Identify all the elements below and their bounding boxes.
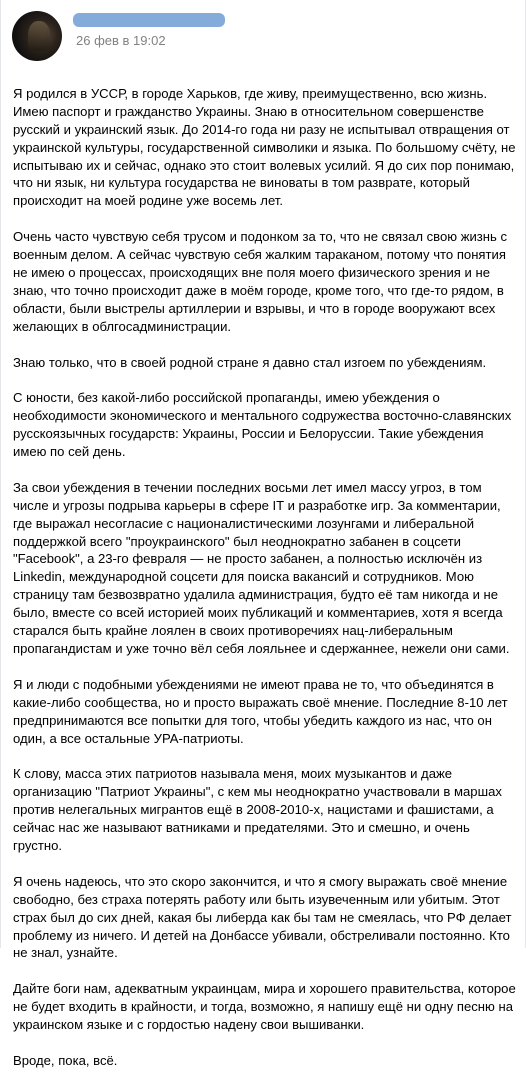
author-name-redacted[interactable] <box>73 13 225 27</box>
post-header <box>1 0 525 64</box>
post-paragraph: За свои убеждения в течении последних восьми лет имел массу угроз, в том числе и угрозы подрыва карьеры в сфере IT и разработке игр. За комментарии, где выражал несогласие с националистическими лозунгами и либеральной поддержкой всего "проукраинского" был неоднократно забанен в соцсети "Facebook", а 23-го февраля — не просто забанен, а полностью исключён из Linkedin, международной соцсети для поиска вакансий и сотрудников. Мою страницу там безвозвратно удалила администрация, будто её там никогда и не было, вместе со всей историей моих публикаций и комментариев, хотя я всегда старался быть крайне лоялен в своих противоречиях нац-либеральным пропагандистам и уже точно вёл себя лояльнее и сдержаннее, нежели они сами. <box>13 479 510 656</box>
post-paragraph: Очень часто чувствую себя трусом и подонком за то, что не связал свою жизнь с военным делом. А сейчас чувствую себя жалким тараканом, потому что понятия не имею о процессах, происходящих вне поля моего физического зрения и не знаю, что точно происходит даже в моём городе, кроме того, что где-то рядом, в области, были выстрелы артиллерии и взрывы, и что в городе вооружают всех желающих в облгосадминистрации. <box>13 229 508 334</box>
post-paragraph: Я очень надеюсь, что это скоро закончится, и что я смогу выражать своё мнение свободно, без страха потерять работу или быть изувеченным или убитым. Этот страх был до сих дней, какая бы либерда как бы там не смеялась, что РФ делает проблему из ничего. И детей на Донбассе убивали, обстреливали постоянно. Кто не знал, узнайте. <box>13 873 512 961</box>
avatar-photo-figure <box>28 21 50 51</box>
post-paragraph: Вроде, пока, всё. <box>13 1052 118 1068</box>
author-avatar[interactable] <box>12 11 62 61</box>
post-paragraph: Дайте боги нам, адекватным украинцам, мира и хорошего правительства, которое не будет входить в крайности, и тогда, возможно, я напишу ещё ни одну песню на украинском языке и с гордостью надену свои вышиванки. <box>13 981 516 1033</box>
post-paragraph: Я и люди с подобными убеждениями не имеют права не то, что объединятся в какие-либо сообщества, но и просто выражать своё мнение. Последние 8-10 лет предпринимаются все попытки для того, чтобы убедить каждого из нас, что он один, а все остальные УРА-патриоты. <box>13 676 508 746</box>
post-paragraph: С юности, без какой-либо российской пропаганды, имею убеждения о необходимости экономического и ментального содружества восточно-славянских русскоязычных государств: Украины, России и Белоруссии. Такие убеждения имею по сей день. <box>13 390 512 460</box>
post-paragraph: Я родился в УССР, в городе Харьков, где живу, преимущественно, всю жизнь. Имею паспорт и гражданство Украины. Знаю в относительном совершенстве русский и украинский язык. До 2014-го года ни разу не испытывал отвращения от украинской культуры, государственной символики и языка. По большому счёту, не испытываю их и сейчас, однако это стоит волевых усилий. Я до сих пор понимаю, что ни язык, ни культура государства не виноваты в том разврате, который происходит на моей родине уже восемь лет. <box>13 85 516 209</box>
post-paragraph: К слову, масса этих патриотов называла меня, моих музыкантов и даже организацию "Патриот Украины", с кем мы неоднократно участвовали в маршах против нелегальных мигрантов ещё в 2008-2010-х, нацистами и фашистами, а сейчас нас же называют ватниками и предателями. Это и смешно, и очень грустно. <box>13 766 502 853</box>
post-date-link[interactable]: 26 фев в 19:02 <box>76 33 166 48</box>
post-text <box>13 67 518 1088</box>
post-paragraph: Знаю только, что в своей родной стране я давно стал изгоем по убеждениям. <box>13 354 487 370</box>
